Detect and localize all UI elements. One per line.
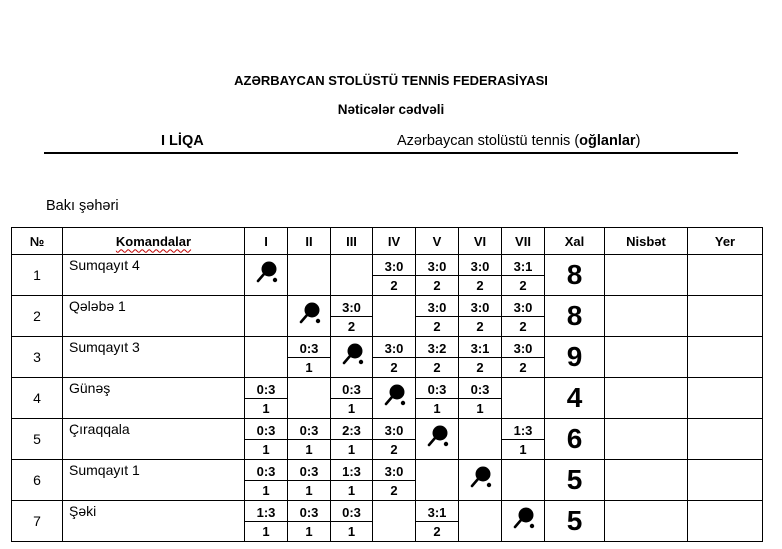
match-cell — [331, 378, 373, 419]
match-points: 2 — [347, 318, 356, 334]
match-points: 2 — [433, 523, 441, 539]
empty-cell — [502, 460, 545, 501]
column-header-label: Yer — [714, 233, 736, 249]
row-number: 3 — [12, 337, 63, 378]
column-header-label: Komandalar — [115, 233, 192, 249]
match-score: 1:3 — [331, 462, 372, 481]
ratio-cell — [605, 296, 688, 337]
team-name: Sumqayıt 4 — [63, 255, 245, 296]
match-score: 3:0 — [373, 257, 415, 276]
match-points: 2 — [476, 277, 484, 293]
match-score: 3:0 — [331, 298, 372, 317]
match-cell — [288, 419, 331, 460]
row-number: 7 — [12, 501, 63, 542]
empty-cell — [288, 255, 331, 296]
empty-cell — [373, 296, 416, 337]
match-points: 1 — [519, 441, 527, 457]
match-points: 1 — [305, 441, 313, 457]
column-header-label: VII — [515, 233, 531, 249]
match-score: 3:1 — [459, 339, 501, 358]
match-cell — [288, 460, 331, 501]
table-row — [12, 378, 763, 419]
match-points: 2 — [433, 318, 441, 334]
federation-title: AZƏRBAYCAN STOLÜSTÜ TENNİS FEDERASİYASI — [234, 73, 548, 88]
sport-category: oğlanlar — [579, 133, 636, 149]
match-score: 3:0 — [416, 298, 458, 317]
table-row — [12, 337, 763, 378]
ratio-cell — [605, 419, 688, 460]
match-points: 1 — [262, 400, 270, 416]
match-score: 0:3 — [459, 380, 501, 399]
match-cell — [331, 460, 373, 501]
column-header — [63, 228, 245, 255]
match-points: 1 — [262, 441, 270, 457]
match-points: 1 — [262, 523, 270, 539]
match-cell — [502, 337, 545, 378]
match-cell — [502, 296, 545, 337]
column-header-label: № — [29, 233, 45, 249]
match-cell — [245, 460, 288, 501]
empty-cell — [416, 460, 459, 501]
team-name: Şəki — [63, 501, 245, 542]
diagonal-cell — [373, 378, 416, 419]
table-row — [12, 296, 763, 337]
column-header — [605, 228, 688, 255]
match-cell — [331, 296, 373, 337]
ratio-cell — [605, 337, 688, 378]
match-cell — [245, 501, 288, 542]
match-points: 1 — [476, 400, 484, 416]
place-cell — [688, 255, 763, 296]
table-row — [12, 419, 763, 460]
match-score: 3:2 — [416, 339, 458, 358]
table-row — [12, 501, 763, 542]
match-points: 2 — [433, 277, 441, 293]
column-header-label: III — [346, 233, 357, 249]
table-body — [12, 255, 763, 542]
empty-cell — [245, 296, 288, 337]
city-label: Bakı şəhəri — [46, 198, 119, 214]
column-header — [416, 228, 459, 255]
match-score: 3:0 — [502, 339, 544, 358]
match-score: 1:3 — [245, 503, 287, 522]
match-score: 0:3 — [245, 421, 287, 440]
diagonal-cell — [245, 255, 288, 296]
match-cell — [245, 378, 288, 419]
diagonal-cell — [459, 460, 502, 501]
match-points: 2 — [476, 318, 484, 334]
match-points: 1 — [347, 400, 356, 416]
match-cell — [245, 419, 288, 460]
total-points: 6 — [545, 419, 605, 460]
match-score: 0:3 — [288, 339, 330, 358]
match-cell — [416, 337, 459, 378]
match-cell — [373, 337, 416, 378]
match-points: 1 — [305, 523, 313, 539]
match-points: 1 — [262, 482, 270, 498]
column-header-label: VI — [473, 233, 487, 249]
place-cell — [688, 419, 763, 460]
diagonal-cell — [502, 501, 545, 542]
total-points: 5 — [545, 460, 605, 501]
match-score: 3:0 — [373, 462, 415, 481]
table-row — [12, 460, 763, 501]
match-cell — [373, 460, 416, 501]
column-header-label: V — [432, 233, 442, 249]
match-cell — [502, 419, 545, 460]
total-points: 8 — [545, 296, 605, 337]
team-name: Günəş — [63, 378, 245, 419]
column-header — [288, 228, 331, 255]
match-score: 3:0 — [416, 257, 458, 276]
ratio-cell — [605, 255, 688, 296]
match-points: 2 — [390, 277, 398, 293]
place-cell — [688, 296, 763, 337]
ratio-cell — [605, 501, 688, 542]
total-points: 4 — [545, 378, 605, 419]
match-cell — [459, 337, 502, 378]
results-table-title: Nəticələr cədvəli — [337, 102, 445, 117]
match-score: 0:3 — [288, 462, 330, 481]
match-points: 2 — [519, 277, 527, 293]
match-points: 1 — [305, 359, 313, 375]
team-name: Çıraqqala — [63, 419, 245, 460]
row-number: 4 — [12, 378, 63, 419]
match-points: 1 — [347, 482, 356, 498]
place-cell — [688, 460, 763, 501]
column-header — [12, 228, 63, 255]
team-name: Sumqayıt 1 — [63, 460, 245, 501]
sport-suffix: ) — [635, 133, 641, 149]
match-points: 2 — [390, 359, 398, 375]
ping-pong-paddle-icon — [298, 301, 324, 330]
match-cell — [373, 255, 416, 296]
match-score: 3:0 — [459, 257, 501, 276]
match-cell — [373, 419, 416, 460]
ping-pong-paddle-icon — [426, 424, 452, 453]
diagonal-cell — [288, 296, 331, 337]
column-header — [245, 228, 288, 255]
diagonal-cell — [416, 419, 459, 460]
ping-pong-paddle-icon — [255, 260, 281, 289]
match-score: 0:3 — [331, 380, 372, 399]
ratio-cell — [605, 378, 688, 419]
place-cell — [688, 378, 763, 419]
place-cell — [688, 337, 763, 378]
match-score: 2:3 — [331, 421, 372, 440]
match-cell — [459, 255, 502, 296]
league-label: I LİQA — [161, 133, 204, 149]
match-cell — [416, 501, 459, 542]
row-number: 2 — [12, 296, 63, 337]
place-cell — [688, 501, 763, 542]
match-score: 0:3 — [288, 503, 330, 522]
ping-pong-paddle-icon — [341, 342, 367, 371]
row-number: 5 — [12, 419, 63, 460]
match-score: 0:3 — [416, 380, 458, 399]
match-points: 2 — [519, 359, 527, 375]
match-cell — [288, 501, 331, 542]
match-points: 2 — [390, 482, 398, 498]
header-divider — [44, 152, 738, 154]
match-score: 3:0 — [373, 339, 415, 358]
column-header-label: Xal — [564, 233, 585, 249]
ping-pong-paddle-icon — [383, 383, 409, 412]
team-name: Sumqayıt 3 — [63, 337, 245, 378]
match-score: 3:0 — [459, 298, 501, 317]
total-points: 8 — [545, 255, 605, 296]
match-points: 2 — [390, 441, 398, 457]
column-header — [459, 228, 502, 255]
match-points: 1 — [305, 482, 313, 498]
match-points: 1 — [433, 400, 441, 416]
empty-cell — [459, 501, 502, 542]
empty-cell — [373, 501, 416, 542]
row-number: 6 — [12, 460, 63, 501]
column-header — [502, 228, 545, 255]
column-header-label: II — [305, 233, 313, 249]
empty-cell — [245, 337, 288, 378]
column-header — [545, 228, 605, 255]
sport-prefix: Azərbaycan stolüstü tennis ( — [397, 133, 580, 149]
row-number: 1 — [12, 255, 63, 296]
column-header-label: Nisbət — [626, 233, 666, 249]
column-header — [373, 228, 416, 255]
match-score: 3:0 — [502, 298, 544, 317]
empty-cell — [288, 378, 331, 419]
match-score: 1:3 — [502, 421, 544, 440]
match-score: 3:1 — [502, 257, 544, 276]
match-points: 2 — [433, 359, 441, 375]
match-cell — [416, 296, 459, 337]
team-name: Qələbə 1 — [63, 296, 245, 337]
match-cell — [416, 378, 459, 419]
match-cell — [288, 337, 331, 378]
empty-cell — [502, 378, 545, 419]
match-score: 0:3 — [245, 462, 287, 481]
column-header — [688, 228, 763, 255]
match-points: 1 — [347, 441, 356, 457]
total-points: 5 — [545, 501, 605, 542]
ratio-cell — [605, 460, 688, 501]
column-header-label: IV — [387, 233, 401, 249]
match-score: 3:1 — [416, 503, 458, 522]
results-table — [11, 227, 763, 542]
empty-cell — [331, 255, 373, 296]
match-cell — [459, 378, 502, 419]
diagonal-cell — [331, 337, 373, 378]
total-points: 9 — [545, 337, 605, 378]
match-cell — [502, 255, 545, 296]
match-score: 0:3 — [288, 421, 330, 440]
column-header — [331, 228, 373, 255]
match-score: 3:0 — [373, 421, 415, 440]
ping-pong-paddle-icon — [469, 465, 495, 494]
ping-pong-paddle-icon — [512, 506, 538, 535]
match-score: 0:3 — [245, 380, 287, 399]
match-cell — [416, 255, 459, 296]
match-cell — [331, 501, 373, 542]
match-cell — [459, 296, 502, 337]
empty-cell — [459, 419, 502, 460]
match-points: 1 — [347, 523, 356, 539]
column-header-label: I — [264, 233, 268, 249]
match-points: 2 — [476, 359, 484, 375]
header-row — [12, 228, 763, 255]
table-row — [12, 255, 763, 296]
match-cell — [331, 419, 373, 460]
match-points: 2 — [519, 318, 527, 334]
match-score: 0:3 — [331, 503, 372, 522]
sport-label — [397, 133, 640, 149]
